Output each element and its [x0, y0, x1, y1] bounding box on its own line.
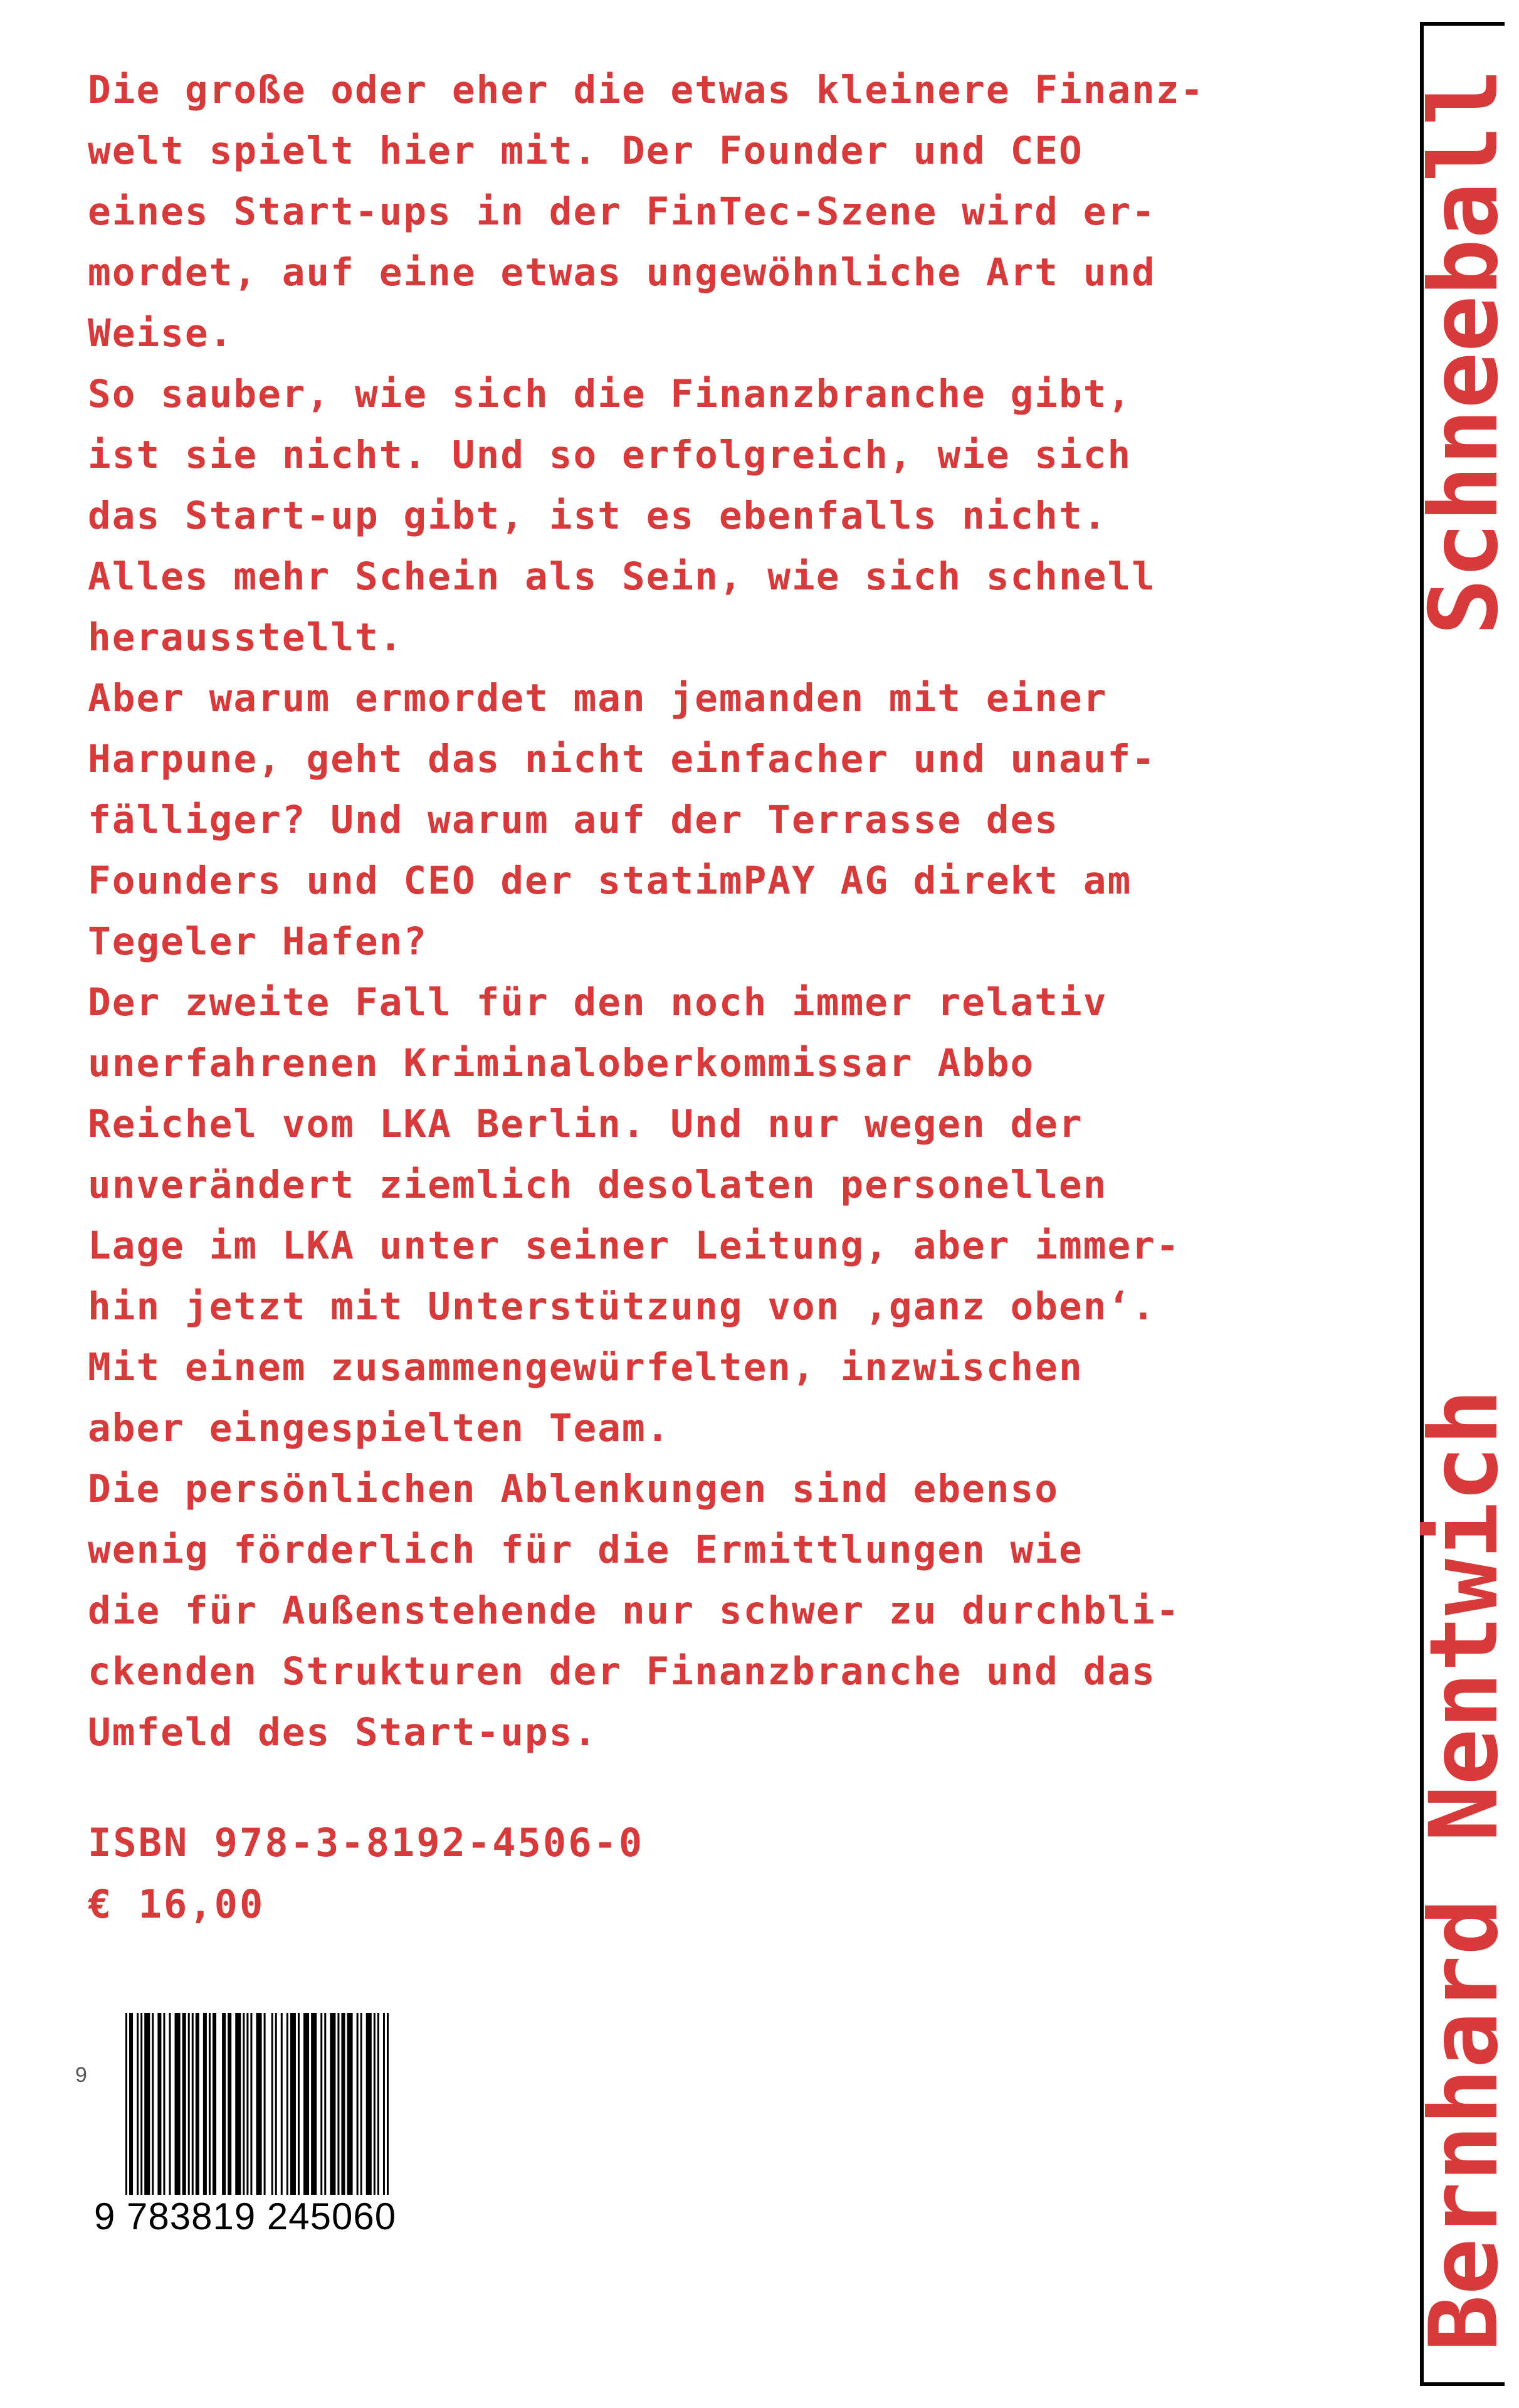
- blurb-text: [88, 60, 1398, 1763]
- barcode-bar: [320, 2013, 322, 2195]
- barcode-bar: [366, 2013, 372, 2195]
- isbn-text: ISBN 978-3-8192-4506-0: [88, 1820, 644, 1866]
- barcode-bar: [250, 2013, 252, 2195]
- isbn-price-block: [88, 1812, 644, 1935]
- barcode-bar: [192, 2013, 194, 2195]
- barcode-bar: [152, 2013, 154, 2195]
- barcode-bar: [163, 2013, 165, 2195]
- barcode-bar: [311, 2013, 317, 2195]
- barcode-bar: [129, 2013, 133, 2195]
- spine-author: Bernhard Nentwich: [1409, 1388, 1519, 2352]
- barcode-bar: [387, 2013, 389, 2195]
- barcode-bar: [298, 2013, 300, 2195]
- spine-text: [1410, 44, 1519, 2364]
- barcode-bar: [188, 2013, 190, 2195]
- price-text: € 16,00: [88, 1881, 265, 1927]
- barcode-bar: [383, 2013, 385, 2195]
- blurb-paragraph-2: So sauber, wie sich die Finanzbranche gibt, ist sie nicht. Und so erfolgreich, wie sich das Start-up gibt, ist es ebenfalls nicht. Alles mehr Schein als Sein, wie sich schnell herausstellt.: [88, 372, 1156, 660]
- barcode-bar: [125, 2013, 127, 2195]
- barcode-bar: [264, 2013, 266, 2195]
- barcode-bar: [175, 2013, 181, 2195]
- barcode-bar: [337, 2013, 339, 2195]
- barcode-bar: [169, 2013, 171, 2195]
- barcode-bar: [137, 2013, 139, 2195]
- barcode-bar: [324, 2013, 326, 2195]
- barcode-bar: [341, 2013, 345, 2195]
- barcode-bar: [228, 2013, 231, 2195]
- blurb-paragraph-1: Die große oder eher die etwas kleinere Finanz- welt spielt hier mit. Der Founder und CEO eines Start-ups in der FinTec-Szene wird er- mordet, auf eine etwas ungewöhnliche Art und Weise.: [88, 68, 1205, 356]
- barcode-bar: [203, 2013, 207, 2195]
- barcode-bar: [290, 2013, 296, 2195]
- barcode-bar: [140, 2013, 142, 2195]
- barcode-bar: [209, 2013, 211, 2195]
- barcode-bar: [360, 2013, 362, 2195]
- blurb-paragraph-5: Die persönlichen Ablenkungen sind ebenso wenig förderlich für die Ermittlungen wie die für Außenstehende nur schwer zu durchbli- ckenden Strukturen der Finanzbranche und das Umfeld des Start-ups.: [88, 1467, 1180, 1755]
- blurb-paragraph-4: Der zweite Fall für den noch immer relativ unerfahrenen Kriminaloberkommissar Abbo Reichel vom LKA Berlin. Und nur wegen der unverändert ziemlich desolaten personellen Lage im LKA unter seiner Leitung, aber immer- hin jetzt mit Unterstützung von ‚ganz oben‘. Mit einem zusammengewürfelten, inzwischen aber eingespielten Team.: [88, 980, 1180, 1450]
- barcode-bar: [377, 2013, 379, 2195]
- barcode-bar: [271, 2013, 273, 2195]
- barcode-bar: [374, 2013, 376, 2195]
- barcode-bar: [243, 2013, 244, 2195]
- barcode-bar: [144, 2013, 150, 2195]
- barcode-bar: [213, 2013, 216, 2195]
- barcode-bars: [125, 2013, 389, 2195]
- barcode-bar: [347, 2013, 353, 2195]
- book-spine: [1409, 22, 1519, 2386]
- barcode: [75, 2013, 401, 2236]
- barcode-bar: [196, 2013, 199, 2195]
- blurb-paragraph-3: Aber warum ermordet man jemanden mit einer Harpune, geht das nicht einfacher und unauf- fälliger? Und warum auf der Terrasse des Founders und CEO der statimPAY AG direkt am Tegeler Hafen?: [88, 676, 1156, 964]
- barcode-side-digit: 9: [75, 2063, 87, 2087]
- barcode-bar: [357, 2013, 359, 2195]
- barcode-bar: [157, 2013, 161, 2195]
- barcode-bar: [330, 2013, 335, 2195]
- barcode-bar: [235, 2013, 241, 2195]
- barcode-bar: [256, 2013, 261, 2195]
- spine-title: Schneeball: [1409, 69, 1519, 636]
- barcode-bar: [281, 2013, 283, 2195]
- barcode-bar: [182, 2013, 186, 2195]
- barcode-bar: [275, 2013, 277, 2195]
- barcode-bar: [303, 2013, 309, 2195]
- barcode-bar: [286, 2013, 288, 2195]
- barcode-bar: [246, 2013, 248, 2195]
- barcode-digits: 9 783819 245060: [94, 2195, 397, 2237]
- barcode-bar: [222, 2013, 226, 2195]
